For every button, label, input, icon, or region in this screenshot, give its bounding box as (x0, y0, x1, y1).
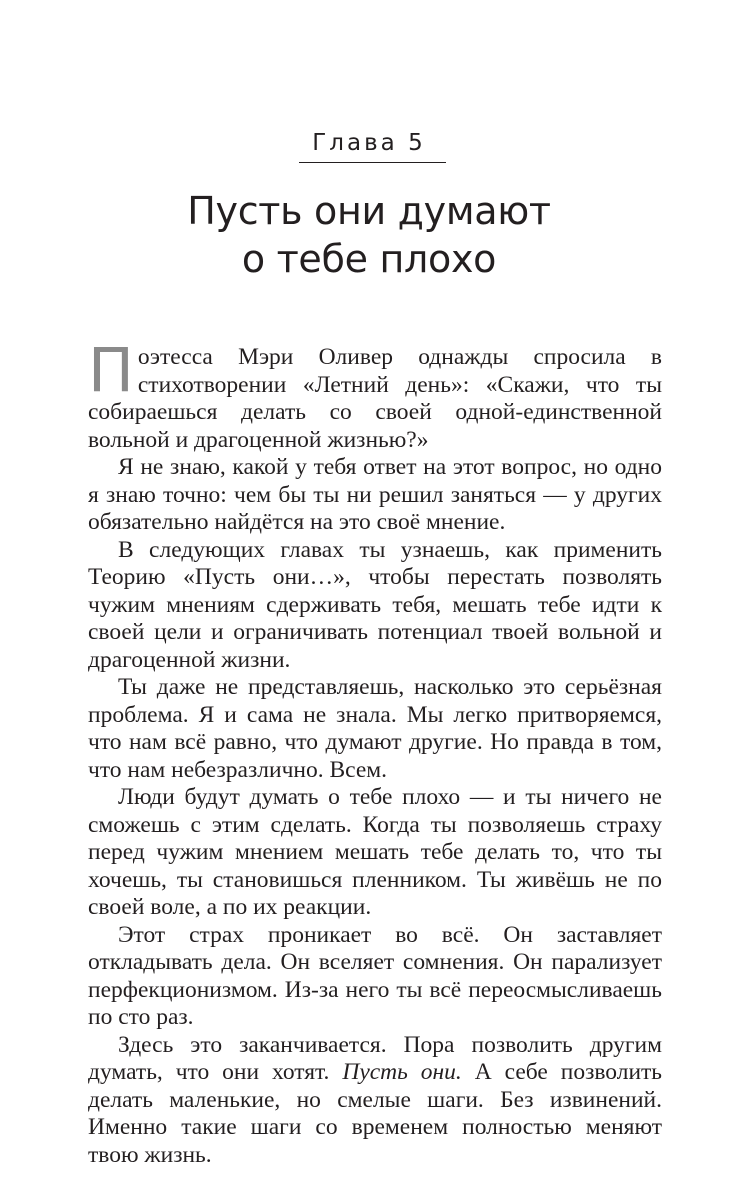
chapter-title (0, 187, 738, 283)
chapter-rule (299, 162, 446, 163)
paragraph-7 (88, 1032, 662, 1170)
drop-cap: П (88, 335, 134, 406)
paragraph-6: Этот страх проникает во всё. Он заставляет откладывать дела. Он вселяет сомнения. Он парализует перфекционизмом. Из-за него ты всё переосмысливаешь по сто раз. (88, 921, 662, 1030)
paragraph-7-italic: Пусть они. (342, 1059, 462, 1085)
paragraph-5: Люди будут думать о тебе плохо — и ты ничего не сможешь с этим сделать. Когда ты позволяешь страху перед чужим мнением мешать тебе делать то, что ты хочешь, ты становишься пленником. Ты живёшь не по своей воле, а по их реакции. (88, 784, 662, 920)
paragraph-7-text-end: А себе позволить делать маленькие, но смелые шаги. Без извинений. Именно такие шаги со временем полностью меняют твою жизнь. (88, 1059, 663, 1168)
paragraph-7-text-start: Здесь это заканчивается. Пора позволить другим думать, что они хотят. (88, 1031, 662, 1085)
chapter-body (88, 335, 663, 1169)
chapter-title-line-2: о тебе плохо (241, 237, 497, 281)
paragraph-1 (88, 335, 662, 454)
paragraph-3: В следующих главах ты узнаешь, как применить Теорию «Пусть они…», чтобы перестать позволять чужим мнениям сдерживать тебя, мешать тебе идти к своей цели и ограничивать потенциал твоей вольной и драгоценной жизни. (88, 536, 662, 673)
paragraph-4: Ты даже не представляешь, насколько это серьёзная проблема. Я и сама не знала. Мы легко притворяемся, что нам всё равно, что думают другие. Но правда в том, что нам небезразлично. Всем. (88, 674, 662, 783)
chapter-title-line-1: Пусть они думают (187, 189, 551, 233)
paragraph-1-text: оэтесса Мэри Оливер однажды спросила в стихотворении «Летний день»: «Скажи, что ты собираешься делать со своей одной-единственной вольной и драгоценной жизнью?» (88, 344, 662, 453)
paragraph-2: Я не знаю, какой у тебя ответ на этот вопрос, но одно я знаю точно: чем бы ты ни решил заняться — у других обязательно найдётся на это своё мнение. (88, 454, 662, 535)
chapter-label: Глава 5 (312, 130, 426, 156)
